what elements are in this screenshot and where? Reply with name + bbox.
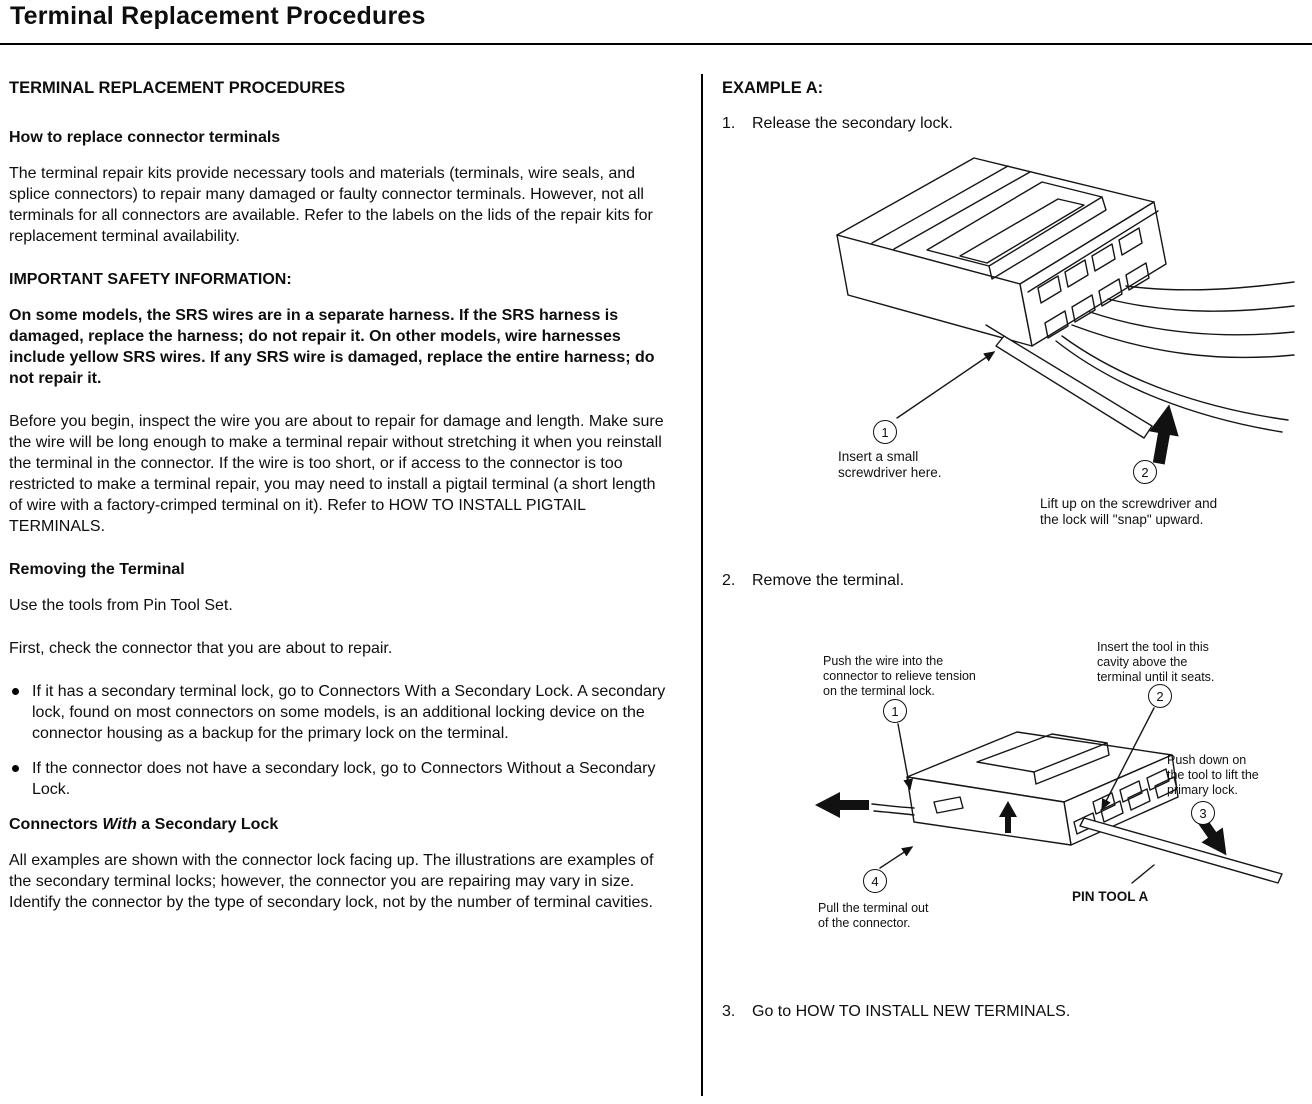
callout-label-push-wire: Push the wire into the connector to relieve tension on the terminal lock. (823, 654, 976, 698)
bullet-text: If it has a secondary terminal lock, go to Connectors With a Secondary Lock. A secondary lock, found on most connectors on some models, is an additional locking device on the connector housing as a backup for the primary lock on the terminal. (32, 683, 666, 742)
callout-label-lift-up: Lift up on the screwdriver and the lock will "snap" upward. (1040, 496, 1218, 527)
callout-number: 1 (891, 703, 899, 719)
callout4-leader-line (880, 847, 912, 868)
step-1 (722, 113, 1304, 134)
bullet-text: If the connector does not have a secondary lock, go to Connectors Without a Secondary Lock. (32, 760, 656, 798)
title-divider (0, 43, 1312, 45)
check-connector-paragraph: First, check the connector that you are about to repair. (9, 640, 393, 657)
callout-circle-2 (1148, 684, 1172, 708)
connector-housing-drawing (837, 158, 1166, 346)
example-a-heading: EXAMPLE A: (722, 79, 824, 97)
bullet-secondary-lock (9, 681, 666, 744)
step-text: Remove the terminal. (752, 572, 905, 589)
right-column (722, 78, 1304, 1028)
bullet-no-secondary-lock (9, 758, 666, 800)
connectors-with-lock-heading (9, 814, 666, 835)
connector-housing-drawing (907, 732, 1178, 845)
callout-label-pull-terminal: Pull the terminal out of the connector. (818, 901, 929, 930)
bullet-icon (12, 688, 19, 695)
section-heading: TERMINAL REPLACEMENT PROCEDURES (9, 79, 346, 97)
callout-number: 2 (1156, 688, 1164, 704)
examples-note-paragraph: All examples are shown with the connector lock facing up. The illustrations are examples of the secondary terminal locks; however, the connector you are repairing may vary in size. Identify the connector by the type of secondary lock, not by the number of terminal cavities. (9, 852, 654, 911)
removing-terminal-heading: Removing the Terminal (9, 561, 185, 578)
callout-label-insert-tool: Insert the tool in this cavity above the terminal until it seats. (1097, 640, 1215, 684)
page-title: Terminal Replacement Procedures (10, 2, 426, 30)
callout-circle-1 (873, 420, 897, 444)
callout1-leader-line (897, 352, 994, 418)
step-number: 2. (722, 572, 736, 589)
bullet-icon (12, 765, 19, 772)
figure-release-secondary-lock (722, 140, 1304, 562)
callout-number: 2 (1141, 464, 1149, 480)
step-text: Go to HOW TO INSTALL NEW TERMINALS. (752, 1003, 1071, 1020)
callout-circle-3 (1191, 801, 1215, 825)
callout-number: 4 (871, 873, 879, 889)
heading-text: Connectors (9, 816, 103, 833)
callout-circle-1 (883, 699, 907, 723)
step-2 (722, 570, 1304, 591)
step-text: Release the secondary lock. (752, 115, 953, 132)
callout1-leader-line (898, 724, 910, 789)
pin-tool-a-label: PIN TOOL A (1072, 889, 1149, 904)
pull-out-arrow (815, 792, 869, 818)
step-number: 3. (722, 1003, 736, 1020)
figure-remove-terminal (722, 597, 1304, 987)
callout-circle-4 (863, 869, 887, 893)
how-to-heading: How to replace connector terminals (9, 129, 281, 146)
callout-label-screwdriver: Insert a small screwdriver here. (838, 449, 942, 480)
step-3 (722, 1001, 1304, 1022)
callout-circle-2 (1133, 460, 1157, 484)
callout-number: 3 (1199, 805, 1207, 821)
before-you-begin-paragraph: Before you begin, inspect the wire you are about to repair for damage and length. Make sure the wire will be long enough to make a terminal repair without stretching it when you reinstall the terminal in the connector. If the wire is too short, or if access to the connector is too restricted to make a terminal repair, you may need to install a pigtail terminal (a short length of wire with a factory-crimped terminal on it). Refer to HOW TO INSTALL PIGTAIL TERMINALS. (9, 413, 664, 535)
heading-text-italic: With (102, 816, 137, 833)
safety-heading: IMPORTANT SAFETY INFORMATION: (9, 271, 292, 288)
intro-paragraph: The terminal repair kits provide necessary tools and materials (terminals, wire seals, and splice connectors) to repair many damaged or faulty connector terminals. However, not all terminals for all connectors are available. Refer to the labels on the lids of the repair kits for replacement terminal availability. (9, 165, 653, 245)
callout-label-push-down: Push down on the tool to lift the primary lock. (1167, 753, 1259, 797)
pin-tool-drawing (1080, 818, 1282, 883)
lift-up-arrow (1144, 402, 1184, 466)
pin-tool-set-paragraph: Use the tools from Pin Tool Set. (9, 597, 233, 614)
left-column (9, 78, 666, 935)
step-number: 1. (722, 115, 736, 132)
safety-paragraph: On some models, the SRS wires are in a separate harness. If the SRS harness is damaged, replace the harness; do not repair it. On other models, wire harnesses include yellow SRS wires. If any SRS wire is damaged, replace the entire harness; do not repair it. (9, 307, 655, 387)
heading-text: a Secondary Lock (136, 816, 279, 833)
column-divider (701, 74, 703, 1096)
callout-number: 1 (881, 424, 889, 440)
